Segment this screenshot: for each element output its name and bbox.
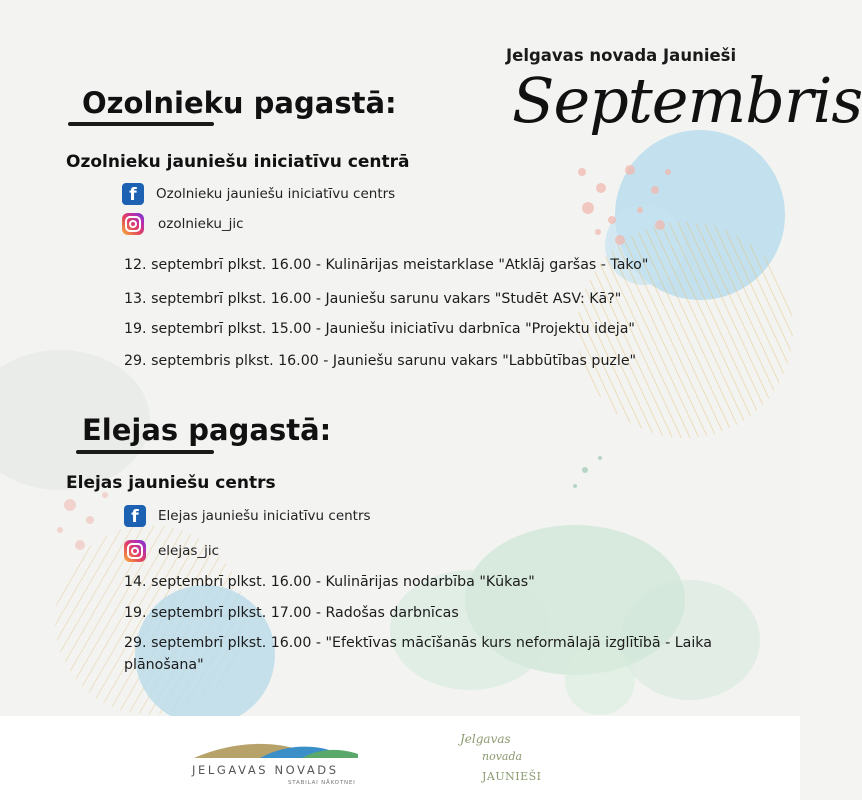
- instagram-label: ozolnieku_jic: [158, 216, 244, 232]
- brand-title: Jelgavas novada Jaunieši: [506, 46, 737, 65]
- facebook-link-eleja[interactable]: [124, 505, 371, 527]
- instagram-label: elejas_jic: [158, 543, 220, 559]
- logo-line1: Jelgavas: [460, 732, 511, 746]
- event-item: 14. septembrī plkst. 16.00 - Kulinārijas nodarbība "Kūkas": [124, 574, 535, 590]
- logo-waves-icon: [190, 738, 362, 762]
- center-name-ozolnieki: Ozolnieku jauniešu iniciatīvu centrā: [66, 152, 410, 172]
- jauniesi-logo: [452, 730, 562, 790]
- logo-line3: JAUNIEŠI: [482, 770, 542, 783]
- logo-line2: novada: [482, 750, 523, 763]
- instagram-icon: [122, 213, 144, 235]
- month-title: Septembris: [512, 64, 862, 137]
- instagram-link-eleja[interactable]: [124, 540, 219, 562]
- facebook-label: Ozolnieku jauniešu iniciatīvu centrs: [156, 186, 396, 202]
- event-item: 12. septembrī plkst. 16.00 - Kulinārijas meistarklase "Atklāj garšas - Tako": [124, 257, 649, 273]
- footer-bar: [0, 716, 800, 800]
- section-title-ozolnieki: Ozolnieku pagastā:: [82, 86, 397, 120]
- event-item: 19. septembrī plkst. 15.00 - Jauniešu iniciatīvu darbnīca "Projektu ideja": [124, 321, 635, 337]
- section-underline: [76, 450, 214, 454]
- facebook-icon: f: [122, 183, 144, 205]
- facebook-label: Elejas jauniešu iniciatīvu centrs: [158, 508, 371, 524]
- event-item: 29. septembris plkst. 16.00 - Jauniešu sarunu vakars "Labbūtības puzle": [124, 353, 637, 369]
- section-title-eleja: Elejas pagastā:: [82, 413, 332, 447]
- logo-slogan: STABILAI NĀKOTNEI: [288, 780, 356, 786]
- center-name-eleja: Elejas jauniešu centrs: [66, 473, 276, 493]
- event-item: 29. septembrī plkst. 16.00 - "Efektīvas mācīšanās kurs neformālajā izglītībā - Laika plānošana": [124, 635, 712, 673]
- instagram-link-ozolnieki[interactable]: [122, 213, 244, 235]
- section-underline: [68, 122, 214, 126]
- jelgavas-novads-logo: [190, 738, 362, 788]
- instagram-icon: [124, 540, 146, 562]
- event-item: 19. septembrī plkst. 17.00 - Radošas darbnīcas: [124, 605, 459, 621]
- event-item: 13. septembrī plkst. 16.00 - Jauniešu sarunu vakars "Studēt ASV: Kā?": [124, 291, 622, 307]
- facebook-icon: f: [124, 505, 146, 527]
- logo-name: JELGAVAS NOVADS: [192, 763, 339, 777]
- facebook-link-ozolnieki[interactable]: [122, 183, 395, 205]
